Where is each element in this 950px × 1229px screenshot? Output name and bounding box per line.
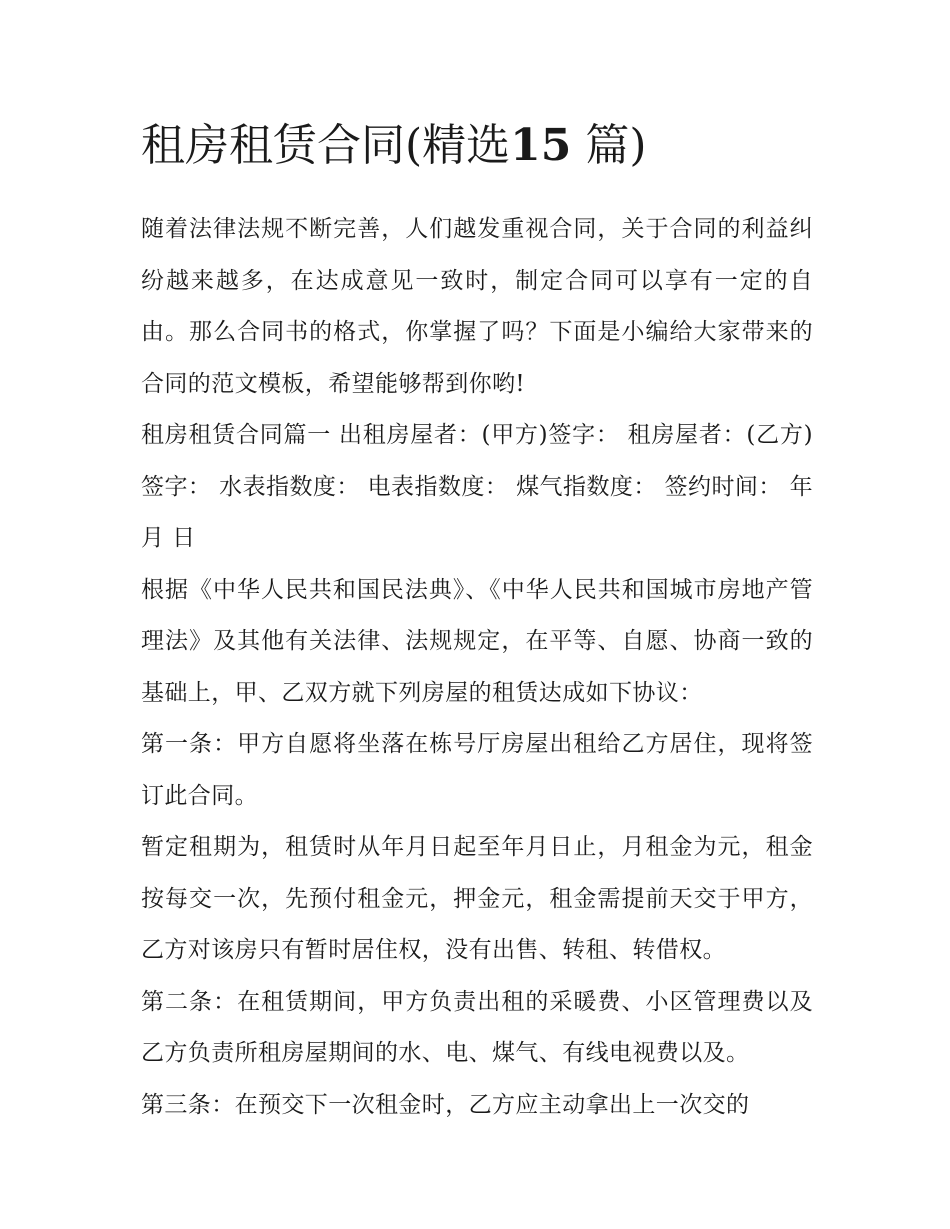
intro-paragraph: 随着法律法规不断完善，人们越发重视合同，关于合同的利益纠纷越来越多，在达成意见一致时，制定合同可以享有一定的自由。那么合同书的格式，你掌握了吗？下面是小编给大家带来的合同的范文模板，希望能够帮到你哟! xyxy=(141,216,813,397)
article-three-paragraph: 第三条：在预交下一次租金时，乙方应主动拿出上一次交的 xyxy=(141,1091,750,1118)
contract-header-paragraph: 租房租赁合同篇一 出租房屋者：(甲方)签字： 租房屋者：(乙方)签字： 水表指数度： 电表指数度： 煤气指数度： 签约时间： 年 月 日 xyxy=(141,422,813,551)
title-suffix: 篇) xyxy=(585,120,647,171)
article-two-paragraph: 第二条：在租赁期间，甲方负责出租的采暖费、小区管理费以及乙方负责所租房屋期间的水、电、煤气、有线电视费以及。 xyxy=(141,988,813,1066)
document-body xyxy=(141,114,813,1131)
legal-basis-paragraph: 根据《中华人民共和国民法典》、《中华人民共和国城市房地产管理法》及其他有关法律、法规规定，在平等、自愿、协商一致的基础上，甲、乙双方就下列房屋的租赁达成如下协议： xyxy=(141,576,813,706)
document-title xyxy=(141,114,813,178)
article-one-paragraph: 第一条：甲方自愿将坐落在栋号厅房屋出租给乙方居住，现将签订此合同。 xyxy=(141,731,813,809)
title-block xyxy=(141,114,813,204)
title-prefix: 租房租赁合同(精选 xyxy=(141,120,511,171)
lease-term-paragraph: 暂定租期为，租赁时从年月日起至年月日止，月租金为元，租金按每交一次，先预付租金元，押金元，租金需提前天交于甲方，乙方对该房只有暂时居住权，没有出售、转租、转借权。 xyxy=(141,834,813,963)
title-number: 15 xyxy=(510,120,572,171)
